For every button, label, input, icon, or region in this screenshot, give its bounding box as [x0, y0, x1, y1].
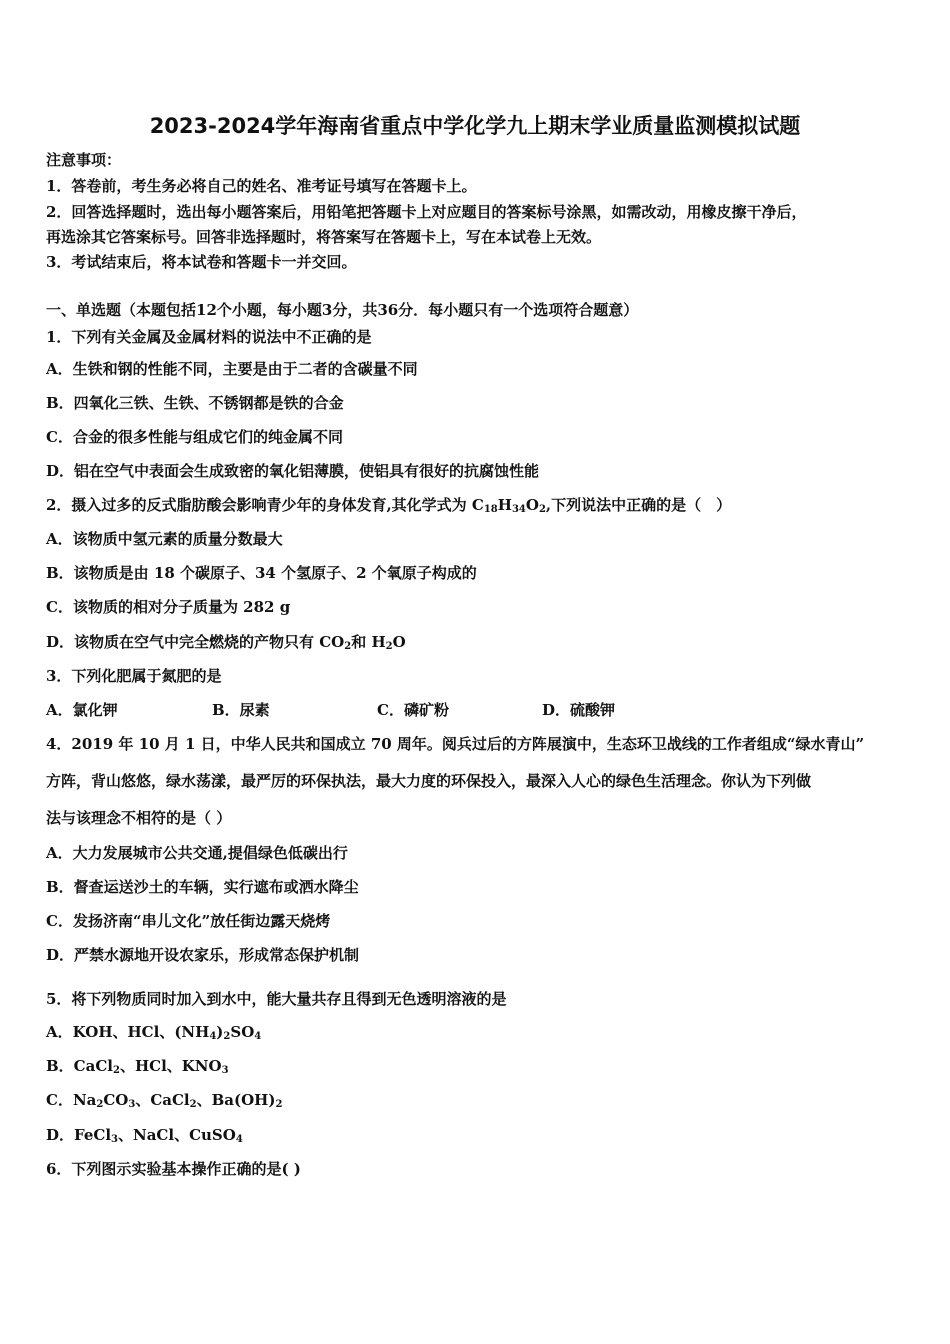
q5-option-b: [46, 1056, 229, 1076]
q1-option-b: B．四氧化三铁、生铁、不锈钢都是铁的合金: [46, 394, 344, 412]
q6-stem: 6．下列图示实验基本操作正确的是( ): [46, 1160, 301, 1178]
q1-stem: 1．下列有关金属及金属材料的说法中不正确的是: [46, 328, 372, 346]
q5-option-d: [46, 1125, 243, 1145]
option-text: C．Na: [46, 1091, 97, 1109]
notice-heading: 注意事项：: [46, 151, 122, 169]
option-text: O: [392, 633, 406, 651]
option-text: 、Ba(OH): [196, 1091, 276, 1109]
subscript: 3: [221, 1065, 229, 1076]
q2-stem-text: 2．摄入过多的反式脂肪酸会影响青少年的身体发育,其化学式为 C: [46, 496, 484, 514]
subscript: 2: [112, 1065, 120, 1076]
option-text: CO: [103, 1091, 129, 1109]
q5-stem: 5．将下列物质同时加入到水中，能大量共存且得到无色透明溶液的是: [46, 990, 507, 1008]
subscript: 2: [96, 1099, 104, 1110]
notice-item: 3．考试结束后，将本试卷和答题卡一并交回。: [46, 253, 357, 271]
subscript: 2: [223, 1031, 231, 1042]
page-title: 2023-2024学年海南省重点中学化学九上期末学业质量监测模拟试题: [149, 114, 801, 138]
q2-option-d: [46, 632, 406, 652]
option-text: B．CaCl: [46, 1057, 113, 1075]
q5-option-a: [46, 1022, 261, 1042]
q4-option-a: A．大力发展城市公共交通,提倡绿色低碳出行: [46, 844, 348, 862]
q3-option-d: D．硫酸钾: [542, 701, 616, 719]
q4-option-d: D．严禁水源地开设农家乐，形成常态保护机制: [46, 946, 360, 964]
q4-stem-line: 4．2019 年 10 月 1 日，中华人民共和国成立 70 周年。阅兵过后的方阵展演中，生态环卫战线的工作者组成“绿水青山”: [46, 735, 865, 753]
formula-part: O: [525, 496, 539, 514]
subscript: 2: [275, 1099, 283, 1110]
notice-item: 2．回答选择题时，选出每小题答案后，用铅笔把答题卡上对应题目的答案标号涂黑，如需改动，用橡皮擦干净后，: [46, 203, 807, 221]
subscript: 4: [235, 1134, 243, 1145]
subscript: 2: [189, 1099, 197, 1110]
q3-stem: 3．下列化肥属于氮肥的是: [46, 667, 222, 685]
option-text: D．该物质在空气中完全燃烧的产物只有 CO: [46, 633, 345, 651]
q2-option-c: C．该物质的相对分子质量为 282 g: [46, 598, 291, 616]
q5-option-c: [46, 1090, 282, 1110]
subscript: 2: [344, 641, 352, 652]
subscript: 3: [128, 1099, 136, 1110]
option-text: 、CaCl: [135, 1091, 190, 1109]
q2-option-a: A．该物质中氢元素的质量分数最大: [46, 530, 283, 548]
q1-option-d: D．铝在空气中表面会生成致密的氧化铝薄膜，使铝具有很好的抗腐蚀性能: [46, 462, 540, 480]
option-text: A．KOH、HCl、(NH: [46, 1023, 210, 1041]
q3-option-c: C．磷矿粉: [377, 701, 449, 719]
option-text: SO: [230, 1023, 255, 1041]
section-heading: 一、单选题（本题包括12个小题，每小题3分，共36分．每小题只有一个选项符合题意）: [46, 301, 639, 319]
notice-item: 再选涂其它答案标号。回答非选择题时，将答案写在答题卡上，写在本试卷上无效。: [46, 228, 602, 246]
q4-stem-line: 法与该理念不相符的是（ ）: [46, 809, 232, 827]
q1-option-a: A．生铁和钢的性能不同，主要是由于二者的含碳量不同: [46, 360, 418, 378]
q3-option-b: B．尿素: [212, 701, 270, 719]
subscript: 18: [483, 504, 498, 515]
option-text: D．FeCl: [46, 1126, 112, 1144]
subscript: 4: [209, 1031, 217, 1042]
q2-stem-end: ,下列说法中正确的是（ ）: [545, 496, 732, 514]
option-text: 、HCl、KNO: [119, 1057, 222, 1075]
subscript: 3: [111, 1134, 118, 1145]
q3-option-a: A．氯化钾: [46, 701, 118, 719]
q4-option-b: B．督查运送沙土的车辆，实行遮布或洒水降尘: [46, 878, 359, 896]
notice-item: 1．答卷前，考生务必将自己的姓名、准考证号填写在答题卡上。: [46, 177, 477, 195]
q2-stem: [46, 495, 731, 515]
q4-stem-line: 方阵，背山悠悠，绿水荡漾，最严厉的环保执法，最大力度的环保投入，最深入人心的绿色生活理念。你认为下列做: [46, 772, 812, 790]
option-text: 和 H: [351, 633, 386, 651]
q4-option-c: C．发扬济南“串儿文化”放任街边露天烧烤: [46, 912, 331, 930]
q1-option-c: C．合金的很多性能与组成它们的纯金属不同: [46, 428, 343, 446]
subscript: 2: [538, 504, 546, 515]
q2-option-b: B．该物质是由 18 个碳原子、34 个氢原子、2 个氧原子构成的: [46, 564, 477, 582]
subscript: 2: [385, 641, 393, 652]
option-text: 、NaCl、CuSO: [118, 1126, 236, 1144]
subscript: 4: [254, 1031, 262, 1042]
subscript: 34: [511, 504, 526, 515]
option-text: ): [216, 1023, 224, 1041]
formula-part: H: [497, 496, 512, 514]
